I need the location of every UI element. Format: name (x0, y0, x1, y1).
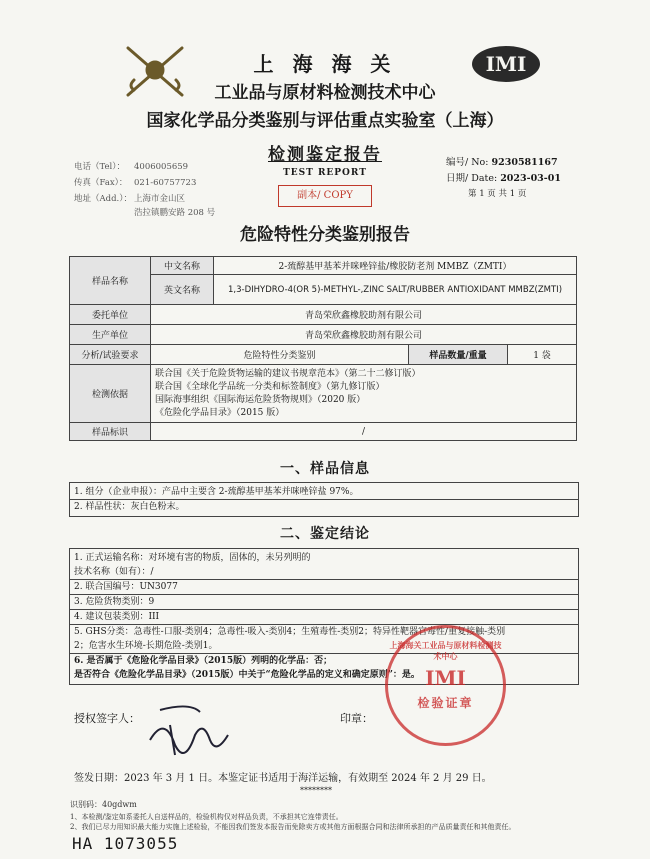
basis-item: 国际海事组织《国际海运危险货物规则》（2020 版） (155, 394, 366, 405)
section-1-title: 一、样品信息 (280, 461, 370, 477)
contact-addr-2: 浩拉镇鹏安路 208 号 (134, 208, 216, 218)
identification-code: 识别码：40gdwm (70, 800, 137, 809)
serial-number: HA 1073055 (72, 834, 179, 853)
report-number: 编号/ No: 9230581167 (446, 157, 558, 168)
stars-divider: ******** (300, 786, 332, 795)
cn-name-label: 中文名称 (151, 257, 214, 275)
header-line-1: 上 海 海 关 (253, 52, 397, 76)
request-value: 危险特性分类鉴别 (151, 345, 409, 365)
signature-handwriting-icon (130, 700, 250, 760)
contact-tel: 电话（Tel）： 4006005659 (74, 162, 189, 172)
copy-stamp: 副本/ COPY (278, 185, 372, 207)
request-label: 分析/试验要求 (70, 345, 151, 365)
conclusion-line: 5. GHS分类：急毒性-口服-类别4；急毒性-吸入-类别4；生殖毒性-类别2；特异性靶器官毒性/重复接触-类别 (70, 624, 578, 639)
sample-name-label: 样品名称 (70, 257, 151, 305)
basis-label: 检测依据 (70, 365, 151, 423)
header-line-3: 国家化学品分类鉴别与评估重点实验室（上海） (146, 111, 504, 131)
section-2-title: 二、鉴定结论 (280, 526, 370, 542)
seal-ring-text: 上海海关工业品与原材料检测技术中心 (389, 640, 502, 661)
footer-note-1: 1、本检测/鉴定如系委托人自送样品的，检验机构仅对样品负责，不承担其它连带责任。 (70, 813, 343, 821)
cn-name-value: 2-巯醇基甲基苯并咪唑锌盐/橡胶防老剂 MMBZ（ZMTI） (214, 257, 577, 275)
contact-addr: 地址（Add.）： 上海市金山区 (74, 194, 186, 204)
conclusion-line: 1. 正式运输名称：对环境有害的物质，固体的，未另列明的 (74, 553, 311, 563)
report-date: 日期/ Date: 2023-03-01 (446, 173, 561, 184)
conclusion-line: 2；危害水生环境-长期危险-类别1。 (74, 641, 218, 651)
en-name-value: 1,3-DIHYDRO-4(OR 5)-METHYL-,ZINC SALT/RUBBER ANTIOXIDANT MMBZ(ZMTI) (214, 275, 577, 305)
conclusion-line: 3. 危险货物类别：9 (70, 594, 578, 609)
client-label: 委托单位 (70, 305, 151, 325)
quantity-label: 样品数量/重量 (409, 345, 508, 365)
mark-label: 样品标识 (70, 423, 151, 441)
basis-item: 联合国《关于危险货物运输的建议书规章范本》（第二十二修订版） (155, 368, 421, 379)
official-seal (385, 625, 506, 746)
main-title: 危险特性分类鉴别报告 (240, 225, 410, 245)
basis-list (151, 365, 577, 423)
report-title: 检测鉴定报告 (268, 145, 382, 165)
header-line-2: 工业品与原材料检测技术中心 (214, 83, 436, 103)
conclusion-line: 是否符合《危险化学品目录》（2015版）中关于“危险化学品的定义和确定原则”：是。 (74, 670, 420, 680)
basis-item: 联合国《全球化学品统一分类和标签制度》（第九修订版） (155, 381, 385, 392)
section-1-box (69, 482, 579, 517)
issue-date-statement: 签发日期：2023 年 3 月 1 日。本鉴定证书适用于海洋运输，有效期至 2024 年 2 月 29 日。 (74, 773, 492, 784)
producer-label: 生产单位 (70, 325, 151, 345)
signer-label: 授权签字人： (74, 712, 140, 725)
svg-text:IMI: IMI (485, 52, 527, 76)
section-1-line: 1. 组分（企业申报）：产品中主要含 2-巯醇基甲基苯并咪唑锌盐 97%。 (74, 487, 359, 497)
page-count: 第 1 页 共 1 页 (468, 189, 527, 199)
seal-bottom-text: 检验证章 (417, 696, 474, 710)
producer-value: 青岛荣欣鑫橡胶助剂有限公司 (151, 325, 577, 345)
seal-label: 印章： (340, 712, 373, 725)
basis-item: 《危险化学品目录》（2015 版） (155, 407, 285, 418)
report-subtitle: TEST REPORT (283, 168, 367, 178)
mark-value: / (151, 423, 577, 441)
contact-fax: 传真（Fax）： 021-60757723 (74, 178, 197, 188)
sample-info-table (69, 256, 577, 441)
conclusion-line: 2. 联合国编号：UN3077 (70, 579, 578, 594)
footer-note-2: 2、我们已尽力用知识最大能力实施上述检验，不能因我们签发本报告而免除卖方或其他方面根据合同和法律所承担的产品质量责任和其他责任。 (70, 823, 516, 831)
quantity-value: 1 袋 (508, 345, 577, 365)
seal-center-text: IMI (425, 666, 466, 690)
conclusion-line: 6. 是否属于《危险化学品目录》（2015版）列明的化学品：否； (70, 653, 578, 668)
section-1-line: 2. 样品性状：灰白色粉末。 (70, 499, 578, 514)
client-value: 青岛荣欣鑫橡胶助剂有限公司 (151, 305, 577, 325)
conclusion-line: 技术名称（如有）：/ (74, 567, 154, 577)
conclusion-line: 4. 建议包装类别：III (70, 609, 578, 624)
en-name-label: 英文名称 (151, 275, 214, 305)
